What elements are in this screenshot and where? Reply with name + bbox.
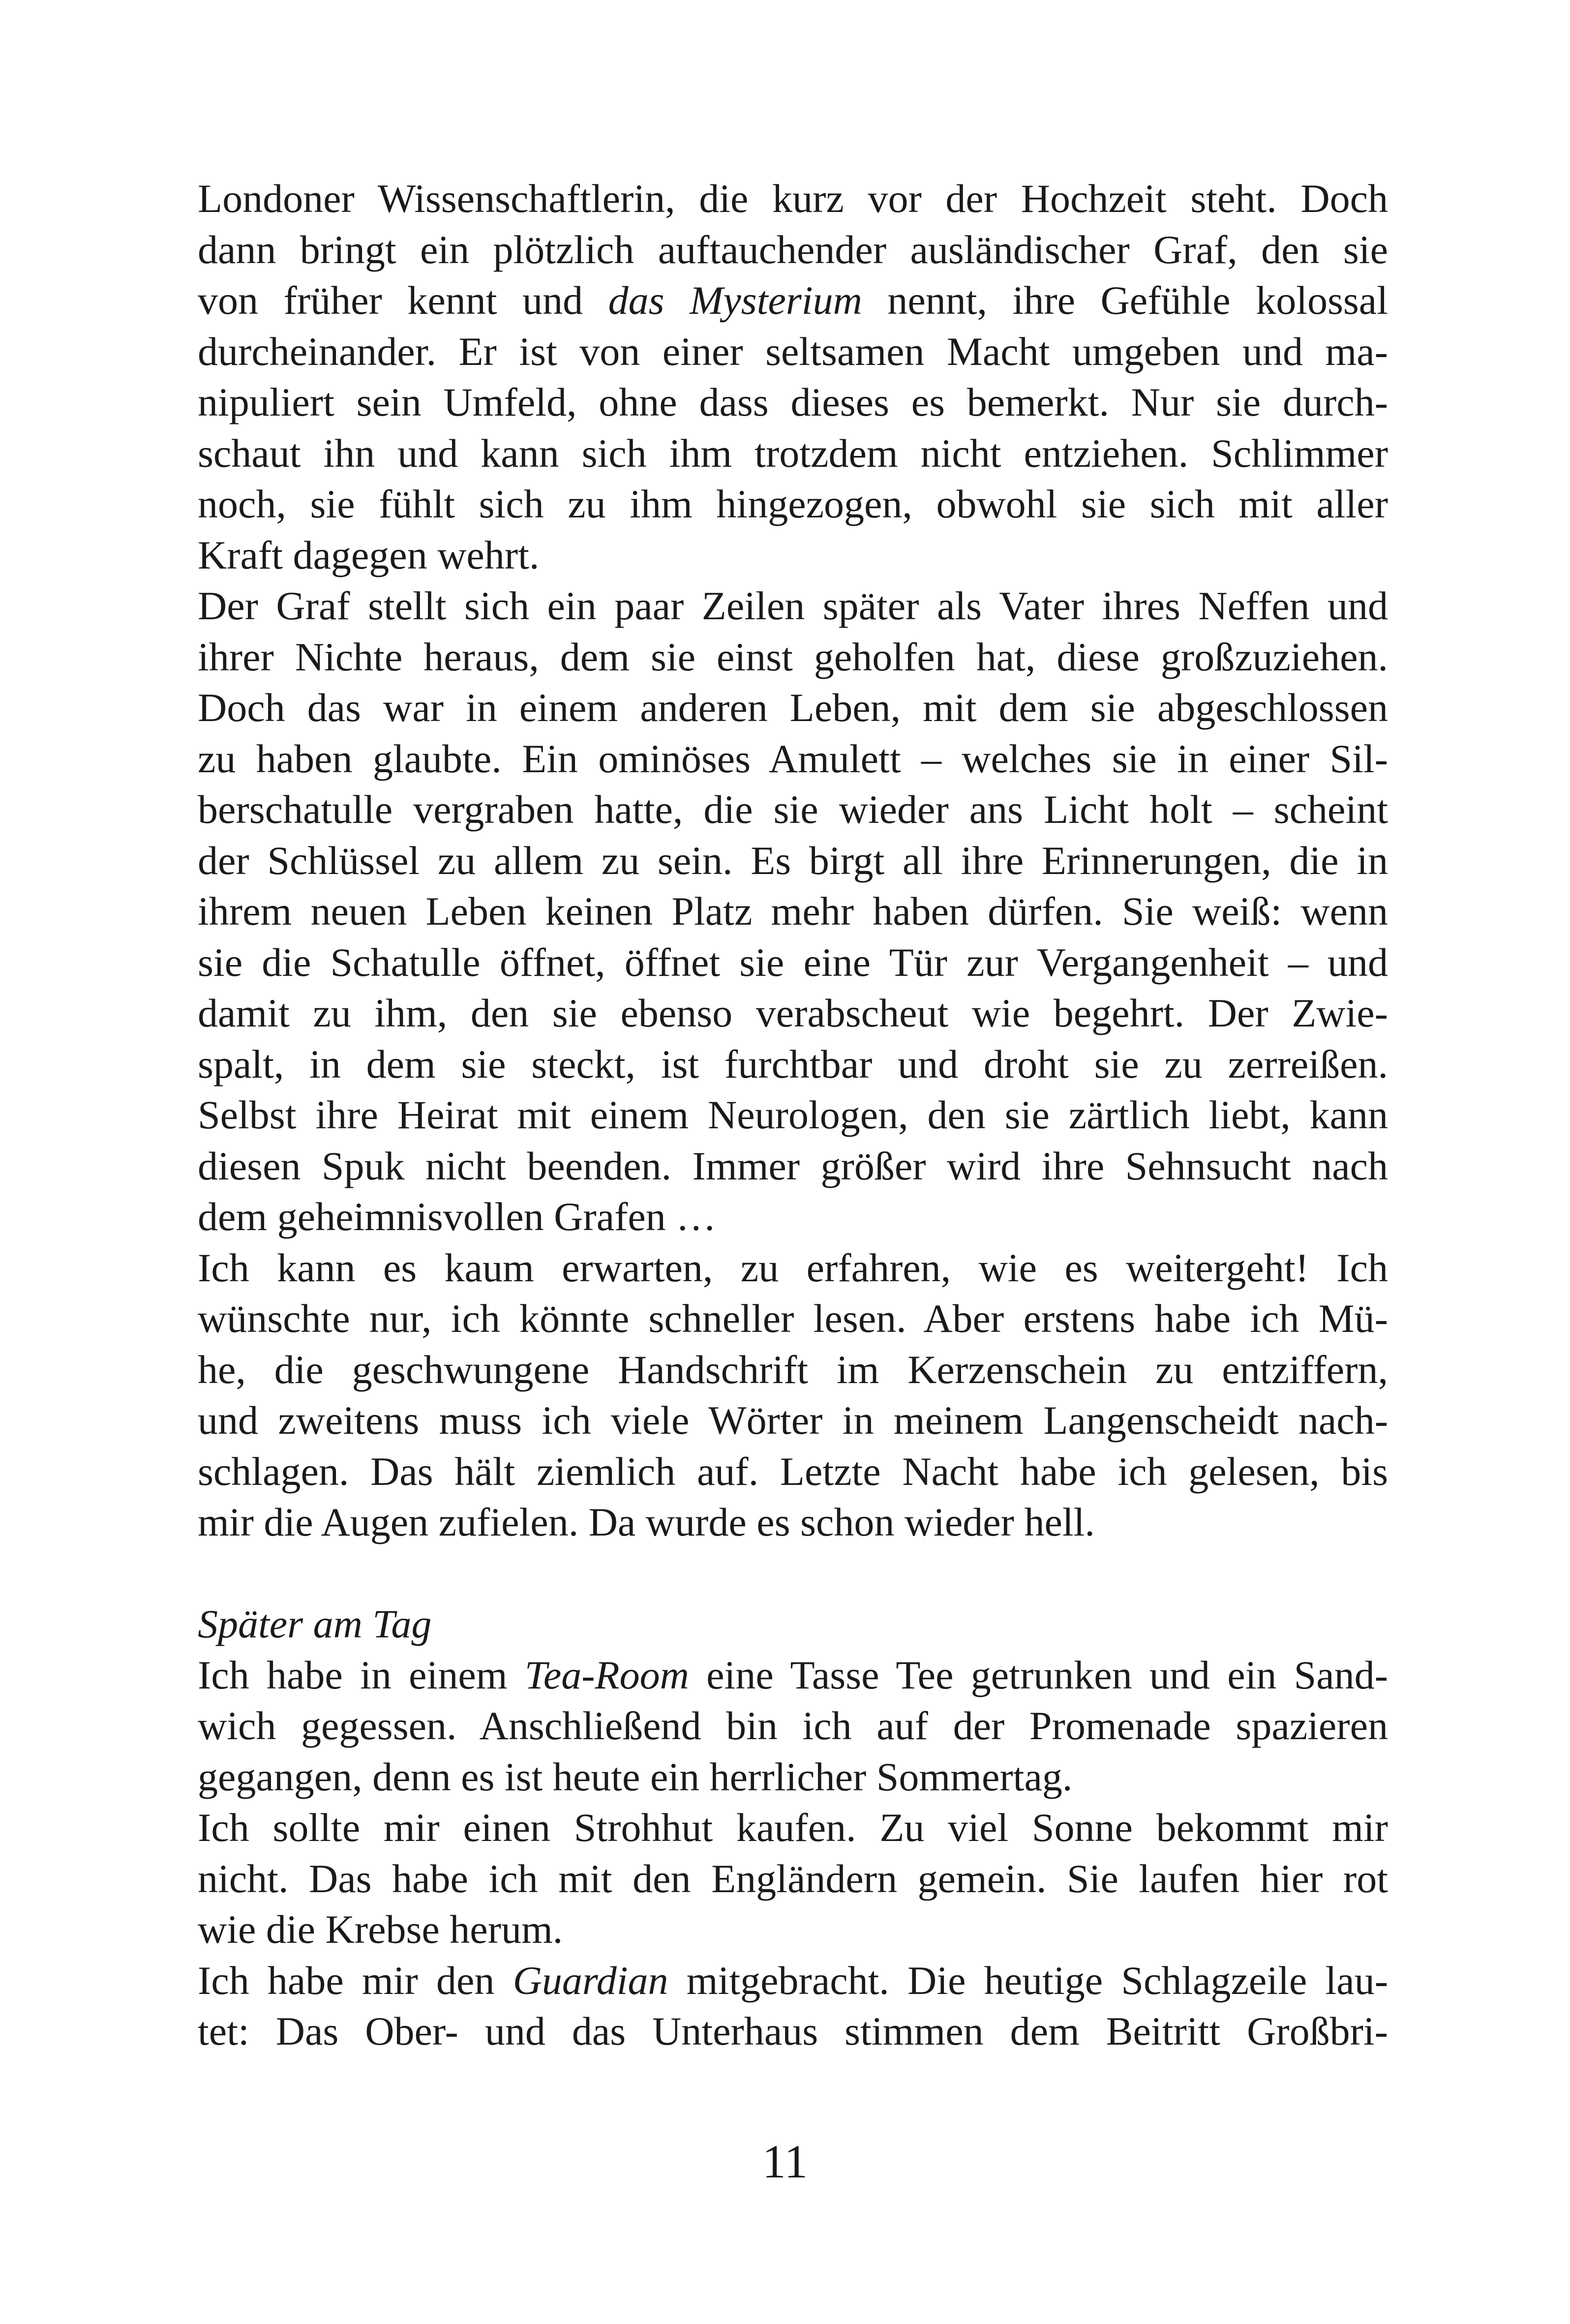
text-line: ihrem neuen Leben keinen Platz mehr haben dürfen. Sie weiß: wenn [198,889,1388,934]
text-line: gegangen, denn es ist heute ein herrlicher Sommertag. [198,1754,1073,1799]
text-line: zu haben glaubte. Ein ominöses Amulett – welches sie in einer Sil- [198,736,1388,781]
text-line: schlagen. Das hält ziemlich auf. Letzte Nacht habe ich gelesen, bis [198,1449,1388,1494]
text-line: Ich sollte mir einen Strohhut kaufen. Zu viel Sonne bekommt mir [198,1805,1388,1850]
italic-phrase: Guardian [513,1958,668,2003]
text-line: der Schlüssel zu allem zu sein. Es birgt all ihre Erinnerungen, die in [198,838,1388,883]
text-line: damit zu ihm, den sie ebenso verabscheut wie begehrt. Der Zwie- [198,991,1388,1035]
text-line: und zweitens muss ich viele Wörter in meinem Langenscheidt nach- [198,1398,1388,1443]
text-line: nicht. Das habe ich mit den Engländern gemein. Sie laufen hier rot [198,1856,1388,1901]
text-line: diesen Spuk nicht beenden. Immer größer wird ihre Sehnsucht nach [198,1143,1388,1188]
text-line: mir die Augen zufielen. Da wurde es schon wieder hell. [198,1500,1095,1544]
text-line: berschatulle vergraben hatte, die sie wieder ans Licht holt – scheint [198,787,1388,832]
text-line [198,1650,1388,1701]
italic-phrase: Tea-Room [524,1652,689,1697]
body-text [198,173,1388,2057]
text-segment: nennt, ihre Gefühle kolossal [862,278,1388,323]
text-line: wünschte nur, ich könnte schneller lesen. Aber erstens habe ich Mü- [198,1296,1388,1341]
text-line: dem geheimnisvollen Grafen … [198,1194,717,1239]
text-line: sie die Schatulle öffnet, öffnet sie eine Tür zur Vergangenheit – und [198,939,1388,985]
text-line: Doch das war in einem anderen Leben, mit dem sie abgeschlossen [198,685,1388,730]
text-line [198,1955,1388,2006]
text-line: noch, sie fühlt sich zu ihm hingezogen, obwohl sie sich mit aller [198,482,1388,526]
text-line: he, die geschwungene Handschrift im Kerzenschein zu entziffern, [198,1347,1388,1392]
text-segment: von früher kennt und [198,278,608,323]
text-segment: Ich habe mir den [198,1958,513,2003]
text-segment: mitgebracht. Die heutige Schlagzeile lau- [668,1958,1388,2003]
text-line: ihrer Nichte heraus, dem sie einst geholfen hat, diese großzuziehen. [198,634,1388,679]
text-line: Der Graf stellt sich ein paar Zeilen später als Vater ihres Neffen und [198,583,1388,628]
text-line: Selbst ihre Heirat mit einem Neurologen, den sie zärtlich liebt, kann [198,1092,1388,1137]
text-line: wie die Krebse herum. [198,1907,563,1952]
text-line [198,275,1388,326]
text-segment: Ich habe in einem [198,1652,525,1697]
text-line: nipuliert sein Umfeld, ohne dass dieses es bemerkt. Nur sie durch- [198,380,1388,424]
blank-line [198,1548,1388,1599]
italic-phrase: das Mysterium [608,278,862,323]
text-line: wich gegessen. Anschließend bin ich auf der Promenade spazieren [198,1703,1388,1748]
text-line: spalt, in dem sie steckt, ist furchtbar und droht sie zu zerreißen. [198,1041,1388,1087]
text-line: durcheinander. Er ist von einer seltsamen Macht umgeben und ma- [198,329,1388,374]
text-line: Kraft dagegen wehrt. [198,532,540,577]
text-line: tet: Das Ober- und das Unterhaus stimmen dem Beitritt Großbri- [198,2009,1388,2053]
text-line: Londoner Wissenschaftlerin, die kurz vor der Hochzeit steht. Doch [198,176,1388,221]
text-segment: eine Tasse Tee getrunken und ein Sand- [689,1652,1388,1697]
text-line: schaut ihn und kann sich ihm trotzdem nicht entziehen. Schlimmer [198,430,1388,476]
text-line: Ich kann es kaum erwarten, zu erfahren, wie es weitergeht! Ich [198,1245,1388,1290]
page-number: 11 [762,2135,808,2188]
text-line: dann bringt ein plötzlich auftauchender ausländischer Graf, den sie [198,227,1388,272]
section-heading: Später am Tag [198,1601,432,1646]
